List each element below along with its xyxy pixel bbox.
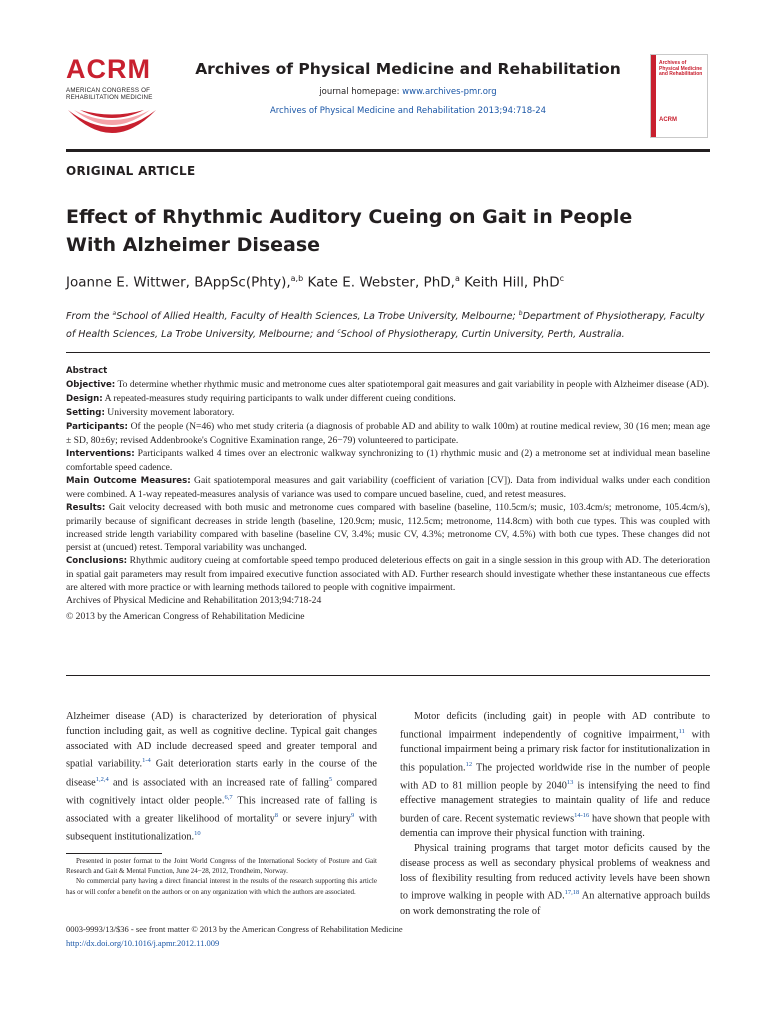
body-left-column xyxy=(66,710,377,845)
reference-citation[interactable]: 1,2,4 xyxy=(95,775,109,783)
abstract-heading: Abstract xyxy=(66,366,108,376)
author-name[interactable]: Kate E. Webster, PhD, xyxy=(303,274,455,291)
article-title: Effect of Rhythmic Auditory Cueing on Gait in People With Alzheimer Disease xyxy=(66,206,633,256)
cover-logo: ACRM xyxy=(659,117,677,123)
reference-citation[interactable]: 12 xyxy=(465,760,473,768)
reference-citation[interactable]: 6,7 xyxy=(224,793,233,801)
body-paragraph: Alzheimer disease (AD) is characterized by deterioration of physical function including gait, as well as cognitive decline. Typical gait changes associated with AD include decreased speed and greater temporal and spatial variability.$^{1-4}$ Gait deterioration starts early in the course of the disease$^{1,2,4}$ and is associated with an increased rate of falling$^5$ compared with cognitively intact older people.$^{6,7}$ This increased rate of falling is associated with a greater likelihood of mortality$^8$ or severe injury$^9$ with subsequent institutionalization.$^{10}$ xyxy=(66,711,377,843)
body-right-column xyxy=(400,710,710,919)
abstract-results: Results: Gait velocity decreased with both music and metronome cues compared with baseline (baseline, 110.5cm/s; music, 103.4cm/s; metronome, 105.4cm/s), primarily because of significant decreases in stride length (baseline, 120.9cm; music, 112.5cm; metronome, 114.8cm) with both cue types. This was coupled with increased stride length variability compared with baseline (baseline CV, 3.4%; music CV, 4.3%; metronome CV, 4.5%) with both cue types. These changes did not persist at (uncued) retest. Temporal variability was unchanged. xyxy=(66,502,710,553)
logo-swoosh-icon xyxy=(66,106,158,150)
abstract-interventions: Interventions: Participants walked 4 times over an electronic walkway synchronizing to (1) rhythmic music and (2) a metronome set at individual mean baseline comfortable speed cadence. xyxy=(66,448,710,473)
reference-citation[interactable]: 13 xyxy=(566,779,574,787)
author-list: Joanne E. Wittwer, BAppSc(Phty),$^{a,b}$ Kate E. Webster, PhD,$^a$ Keith Hill, PhD$^c$ xyxy=(66,274,564,291)
reference-citation[interactable]: 1-4 xyxy=(142,757,151,765)
author-name[interactable]: Keith Hill, PhD xyxy=(459,274,560,291)
footnotes xyxy=(66,856,377,897)
abstract xyxy=(66,365,710,623)
reference-citation[interactable]: 11 xyxy=(678,727,685,735)
abstract-main-outcome-measures: Main Outcome Measures: Gait spatiotemporal measures and gait variability (coefficient of variation [CV]). Data from individual walks under each condition were combined. A 1-way repeated-measures analysis of variance was used to compare uncued baseline, cued, and retest measures. xyxy=(66,475,710,500)
abstract-conclusions: Conclusions: Rhythmic auditory cueing at comfortable speed tempo produced deleterious effects on gait in a single session in this group with AD. The deterioration in spatial gait parameters may result from impaired executive function associated with AD. Further research should investigate whether these instantaneous cue effects are altered with more practice or with learning methods tailored to people with cognitive impairment. xyxy=(66,555,710,593)
abstract-design: Design: A repeated-measures study requiring participants to walk under different cueing conditions. xyxy=(66,393,456,404)
reference-citation[interactable]: 17,18 xyxy=(564,889,580,897)
footnote-rule xyxy=(66,853,162,854)
abstract-bottom-rule xyxy=(66,675,710,676)
body-paragraph: Motor deficits (including gait) in people with AD contribute to functional impairment independently of cognitive impairment,$^{11}$ with functional impairment being a primary risk factor for institutionalization in this population.$^{12}$ The projected worldwide rise in the number of people with AD to 81 million people by 2040$^{13}$ is intensifying the need to find effective management strategies to maintain quality of life and reduce burden of care. Recent systematic reviews$^{14-16}$ have shown that people with dementia can improve their physical function with training. xyxy=(400,711,710,840)
abstract-setting: Setting: University movement laboratory. xyxy=(66,407,235,418)
footnote-presentation: Presented in poster format to the Joint World Congress of the International Society of Posture and Gait Research and Gait & Mental Function, June 24−28, 2012, Trondheim, Norway. xyxy=(66,857,377,876)
affiliations: From the $^a$School of Allied Health, Faculty of Health Sciences, La Trobe University, Melbourne; $^b$Department of Physiotherapy, Faculty of Health Sciences, La Trobe University, Melbourne; and $^c$School of Physiotherapy, Curtin University, Perth, Australia. xyxy=(66,310,705,341)
journal-homepage: journal homepage: www.archives-pmr.org xyxy=(319,87,497,97)
cover-title: Archives of Physical Medicine and Rehabilitation xyxy=(659,60,703,77)
author-name[interactable]: Joanne E. Wittwer, BAppSc(Phty), xyxy=(66,274,291,291)
logo-acronym: ACRM xyxy=(66,54,151,84)
doi-link[interactable]: http://dx.doi.org/10.1016/j.apmr.2012.11.009 xyxy=(66,938,220,948)
abstract-objective: Objective: To determine whether rhythmic music and metronome cues alter spatiotemporal gait measures and gait variability in people with Alzheimer disease (AD). xyxy=(66,379,710,390)
journal-homepage-link[interactable]: www.archives-pmr.org xyxy=(402,87,497,97)
reference-citation[interactable]: 5 xyxy=(328,775,333,783)
abstract-top-rule xyxy=(66,352,710,353)
body-paragraph: Physical training programs that target motor deficits caused by the disease process as well as secondary physical problems of weakness and loss of flexibility resulting from reduced activity levels have been shown to improve walking in people with AD.$^{17,18}$ An alternative approach builds on work demonstrating the role of xyxy=(400,843,710,917)
reference-citation[interactable]: 8 xyxy=(274,812,279,820)
acrm-logo xyxy=(66,56,166,146)
article-section-label: ORIGINAL ARTICLE xyxy=(66,164,196,178)
issn-line: 0003-9993/13/$36 - see front matter © 2013 by the American Congress of Rehabilitation Medicine xyxy=(66,924,403,934)
journal-citation[interactable]: Archives of Physical Medicine and Rehabilitation 2013;94:718-24 xyxy=(269,106,547,116)
logo-name: AMERICAN CONGRESS OF REHABILITATION MEDICINE xyxy=(66,87,153,102)
reference-citation[interactable]: 14-16 xyxy=(574,812,590,820)
journal-cover-thumbnail xyxy=(650,54,708,138)
abstract-participants: Participants: Of the people (N=46) who met study criteria (a diagnosis of probable AD and ability to walk 100m) at routine medical review, 30 (16 men; mean age ± SD, 80±6y; revised Addenbrooke's Cognitive Examination range, 26−79) volunteered to participate. xyxy=(66,421,710,446)
footnote-disclosure: No commercial party having a direct financial interest in the results of the research supporting this article has or will confer a benefit on the authors or on any organization with which the authors are associated. xyxy=(66,877,377,896)
page-footer xyxy=(66,922,403,950)
reference-citation[interactable]: 10 xyxy=(194,830,201,838)
header-rule xyxy=(66,149,710,152)
reference-citation[interactable]: 9 xyxy=(350,812,355,820)
journal-title: Archives of Physical Medicine and Rehabilitation xyxy=(195,60,621,78)
abstract-copyright: © 2013 by the American Congress of Rehabilitation Medicine xyxy=(66,611,305,622)
abstract-citation: Archives of Physical Medicine and Rehabilitation 2013;94:718-24 xyxy=(66,595,322,606)
